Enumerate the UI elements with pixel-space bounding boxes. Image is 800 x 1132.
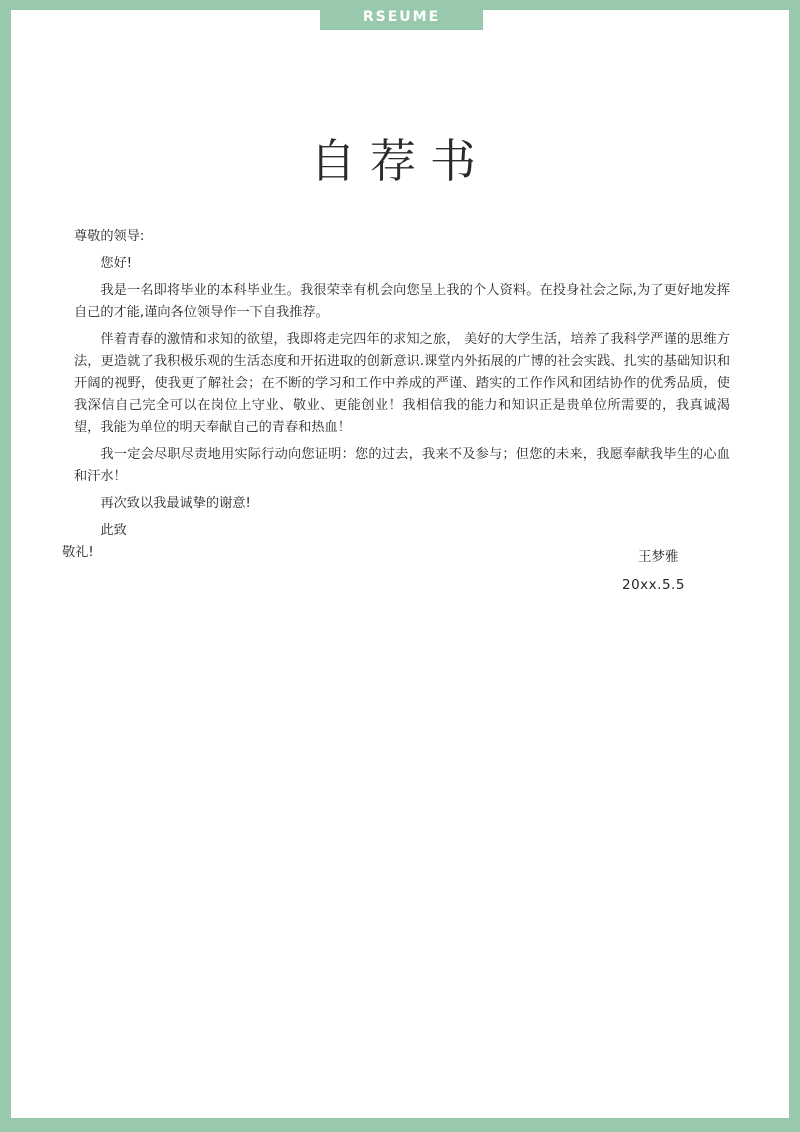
paragraph-intro: 我是一名即将毕业的本科毕业生。我很荣幸有机会向您呈上我的个人资料。在投身社会之际,为了更好地发挥自己的才能,谨向各位领导作一下自我推荐。 [74, 283, 730, 320]
greeting: 您好! [100, 256, 133, 271]
signature-date: 20xx.5.5 [622, 577, 685, 593]
signature-block [560, 543, 700, 599]
letter-body [62, 226, 730, 564]
signature-name: 王梦雅 [638, 549, 679, 565]
paragraph-commitment: 我一定会尽职尽责地用实际行动向您证明：您的过去，我来不及参与；但您的未来，我愿奉献我毕生的心血和汗水！ [74, 447, 730, 484]
salutation: 尊敬的领导: [74, 229, 145, 244]
paragraph-thanks: 再次致以我最诚挚的谢意! [100, 496, 251, 511]
paragraph-experience: 伴着青春的激情和求知的欲望，我即将走完四年的求知之旅， 美好的大学生活，培养了我科学严谨的思维方法，更造就了我积极乐观的生活态度和开拓进取的创新意识.课堂内外拓展的广博的社会实践、扎实的基础知识和开阔的视野，使我更了解社会；在不断的学习和工作中养成的严谨、踏实的工作作风和团结协作的优秀品质，使我深信自己完全可以在岗位上守业、敬业、更能创业！我相信我的能力和知识正是贵单位所需要的，我真诚渴望，我能为单位的明天奉献自己的青春和热血！ [74, 332, 730, 435]
closing-line-2: 敬礼! [62, 545, 94, 560]
page-title: 自荐书 [310, 133, 490, 188]
closing-line-1: 此致 [100, 523, 127, 538]
resume-header-tab: RSEUME [320, 3, 483, 30]
